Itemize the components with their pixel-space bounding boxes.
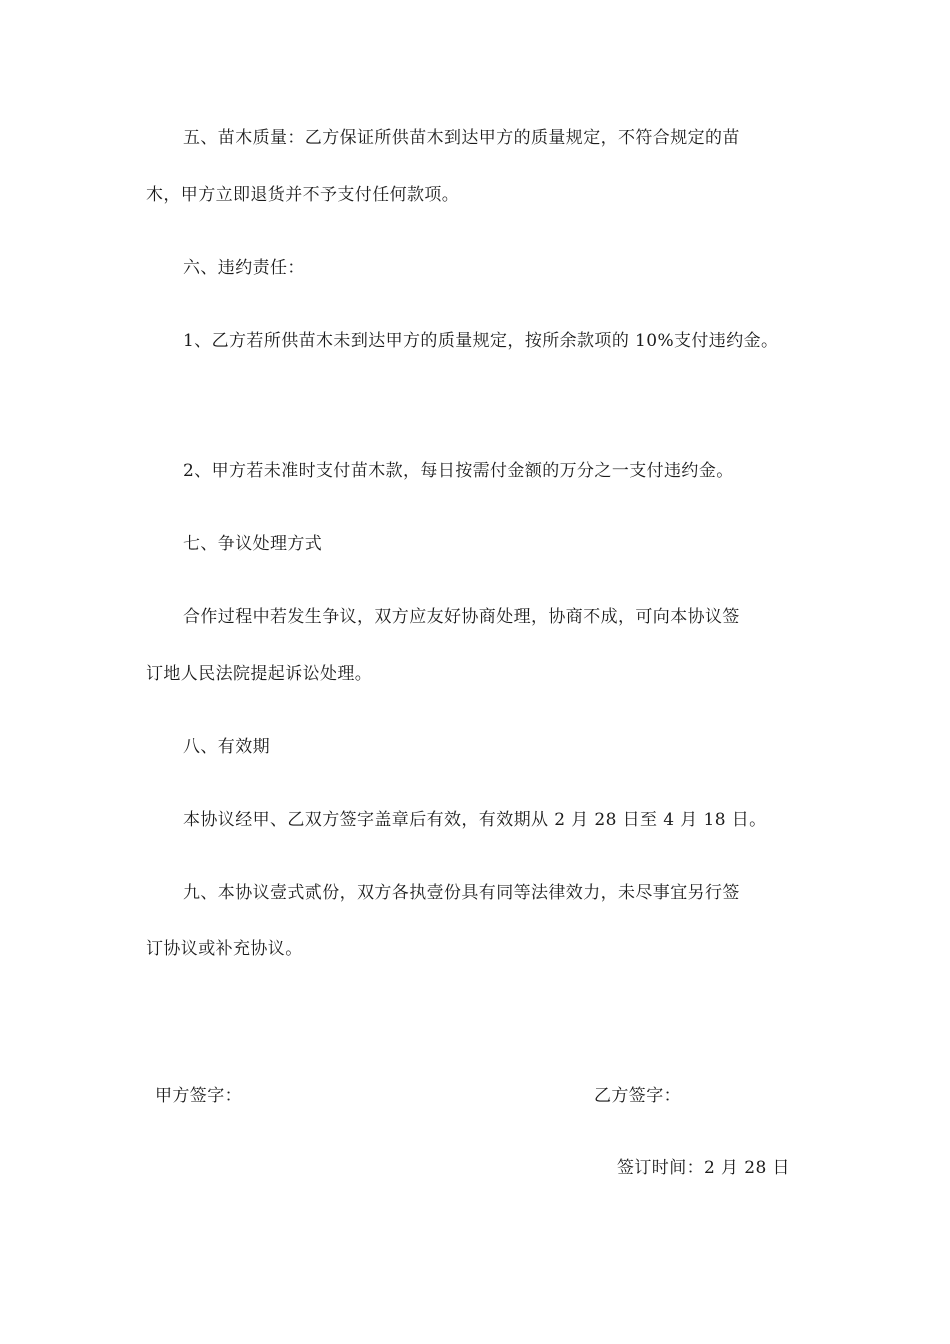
- section-8-line-1: 本协议经甲、乙双方签字盖章后有效，有效期从 2 月 28 日至 4 月 18 日。: [183, 810, 767, 830]
- signing-date: 签订时间：2 月 28 日: [617, 1158, 790, 1178]
- section-7-title: 七、争议处理方式: [183, 534, 323, 554]
- party-a-signature-label: 甲方签字：: [155, 1086, 242, 1106]
- section-9-line-2: 订协议或补充协议。: [146, 939, 303, 959]
- section-7-line-2: 订地人民法院提起诉讼处理。: [146, 664, 373, 684]
- section-9-line-1: 九、本协议壹式贰份，双方各执壹份具有同等法律效力，未尽事宜另行签: [183, 883, 740, 903]
- section-7-line-1: 合作过程中若发生争议，双方应友好协商处理，协商不成，可向本协议签: [183, 607, 740, 627]
- section-8-title: 八、有效期: [183, 737, 270, 757]
- section-6-item-1: 1、乙方若所供苗木未到达甲方的质量规定，按所余款项的 10%支付违约金。: [183, 331, 779, 351]
- section-5-line-1: 五、苗木质量：乙方保证所供苗木到达甲方的质量规定，不符合规定的苗: [183, 128, 740, 148]
- section-6-title: 六、违约责任：: [183, 258, 305, 278]
- section-5-line-2: 木，甲方立即退货并不予支付任何款项。: [146, 185, 460, 205]
- party-b-signature-label: 乙方签字：: [594, 1086, 681, 1106]
- section-6-item-2: 2、甲方若未准时支付苗木款，每日按需付金额的万分之一支付违约金。: [183, 461, 734, 481]
